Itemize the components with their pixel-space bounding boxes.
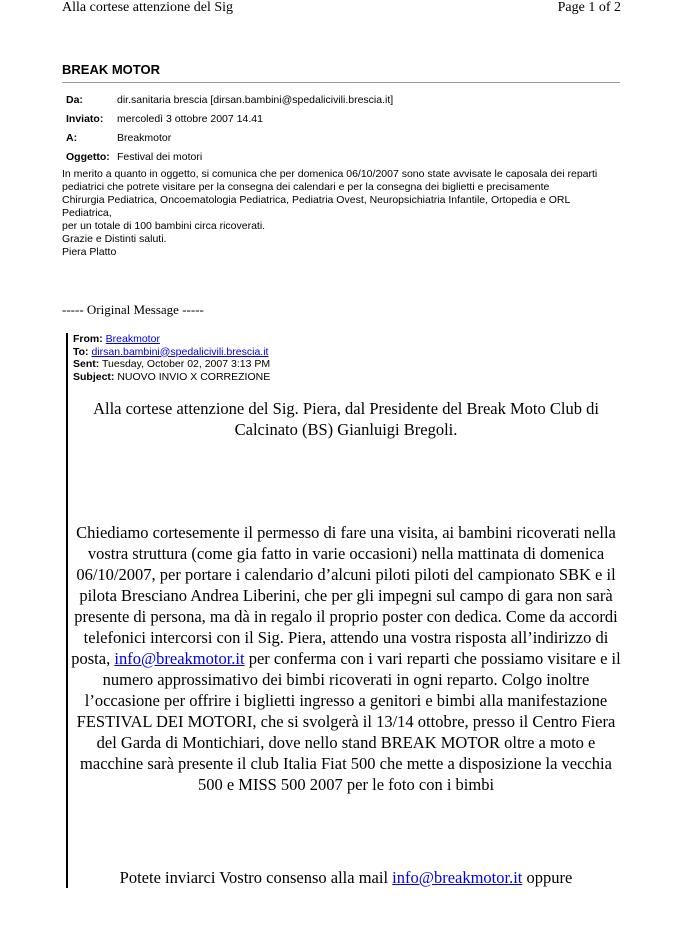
reply-body: [62, 168, 622, 259]
quoted-sent-value: Tuesday, October 02, 2007 3:13 PM: [101, 358, 271, 370]
header-value: Breakmotor: [117, 132, 172, 144]
main-paragraph-text-continued: per conferma con i vari reparti che possiamo visitare e il numero approssimativo dei bimbi ricoverati in ogni reparto. Colgo inoltre l’occasione per offrire i biglietti ingresso a genitori e bimbi alla manifestazione FESTIVAL DEI MOTORI, che si svolgerà il 13/14 ottobre, presso il Centro Fiera del Garda di Montichiari, dove nello stand BREAK MOTOR oltre a moto e macchine sarà presente il club Italia Fiat 500 che mette a disposizione la vecchia 500 e MISS 500 2007 per le foto con i bimbi: [76, 649, 621, 794]
quoted-headers: [73, 333, 270, 383]
reply-paragraph: Chirurgia Pediatrica, Oncoematologia Pediatrica, Pediatria Ovest, Neuropsichiatria Infantile, Ortopedia e ORL Pediatrica,: [62, 194, 570, 219]
quoted-to: [73, 346, 270, 359]
quoted-to-link[interactable]: dirsan.bambini@spedalicivili.brescia.it: [91, 345, 269, 358]
quote-bar: [66, 333, 68, 888]
quoted-from-link[interactable]: Breakmotor: [105, 333, 160, 345]
company-name: BREAK MOTOR: [62, 62, 620, 83]
quoted-to-label: To:: [73, 345, 89, 358]
main-paragraph-text: Chiediamo cortesemente il permesso di fare una visita, ai bambini ricoverati nella vostra struttura (come gia fatto in varie occasioni) nella mattinata di domenica 06/10/2007, per portare i calendario d’alcuni piloti piloti del campionato SBK e il pilota Bresciano Andrea Liberini, che per gli impegni sul campo di gara non sarà presente di persona, ma dà in regalo il proprio poster con dedica. Come da accordi telefonici intercorsi con il Sig. Piera, attendo una vostra risposta all’indirizzo di posta,: [71, 523, 618, 668]
reply-signature: Piera Platto: [62, 246, 117, 258]
reply-paragraph: In merito a quanto in oggetto, si comunica che per domenica 06/10/2007 sono state avvisate le caposala dei reparti pediatrici che potrete visitare per la consegna dei calendari e per la consegna dei biglietti e precisamente: [62, 168, 598, 193]
greeting: Alla cortese attenzione del Sig. Piera, dal Presidente del Break Moto Club di Calcinato (BS) Gianluigi Bregoli.: [93, 399, 599, 439]
original-message-separator: ----- Original Message -----: [62, 302, 204, 317]
closing-text: Potete inviarci Vostro consenso alla mail: [119, 868, 393, 887]
quoted-from: [73, 333, 270, 346]
page-header: [62, 0, 621, 18]
reply-paragraph: per un totale di 100 bambini circa ricoverati.: [62, 220, 266, 232]
header-label: Oggetto:: [66, 151, 110, 163]
reply-paragraph: Grazie e Distinti saluti.: [62, 233, 167, 245]
closing-text-end: oppure: [522, 868, 573, 887]
header-label: A:: [66, 132, 78, 144]
closing-email-link[interactable]: info@breakmotor.it: [392, 868, 523, 887]
main-paragraph: [70, 522, 622, 795]
quoted-subject-value: NUOVO INVIO X CORREZIONE: [117, 370, 271, 383]
header-label: Da:: [66, 94, 83, 106]
header-label: Inviato:: [66, 113, 104, 125]
quoted-subject: [73, 371, 270, 384]
quoted-from-label: From:: [73, 333, 103, 345]
header-value: dir.sanitaria brescia [dirsan.bambini@spedalicivili.brescia.it]: [117, 94, 394, 106]
quoted-sent: [73, 358, 270, 371]
page-number: Page 1 of 2: [557, 0, 621, 15]
quoted-sent-label: Sent:: [73, 358, 100, 370]
page-header-title: Alla cortese attenzione del Sig: [62, 0, 234, 15]
email-link[interactable]: info@breakmotor.it: [114, 649, 245, 668]
quoted-subject-label: Subject:: [73, 370, 115, 383]
header-value: mercoledì 3 ottobre 2007 14.41: [117, 113, 263, 125]
header-value: Festival dei motori: [117, 151, 203, 163]
closing-line: [70, 867, 622, 888]
